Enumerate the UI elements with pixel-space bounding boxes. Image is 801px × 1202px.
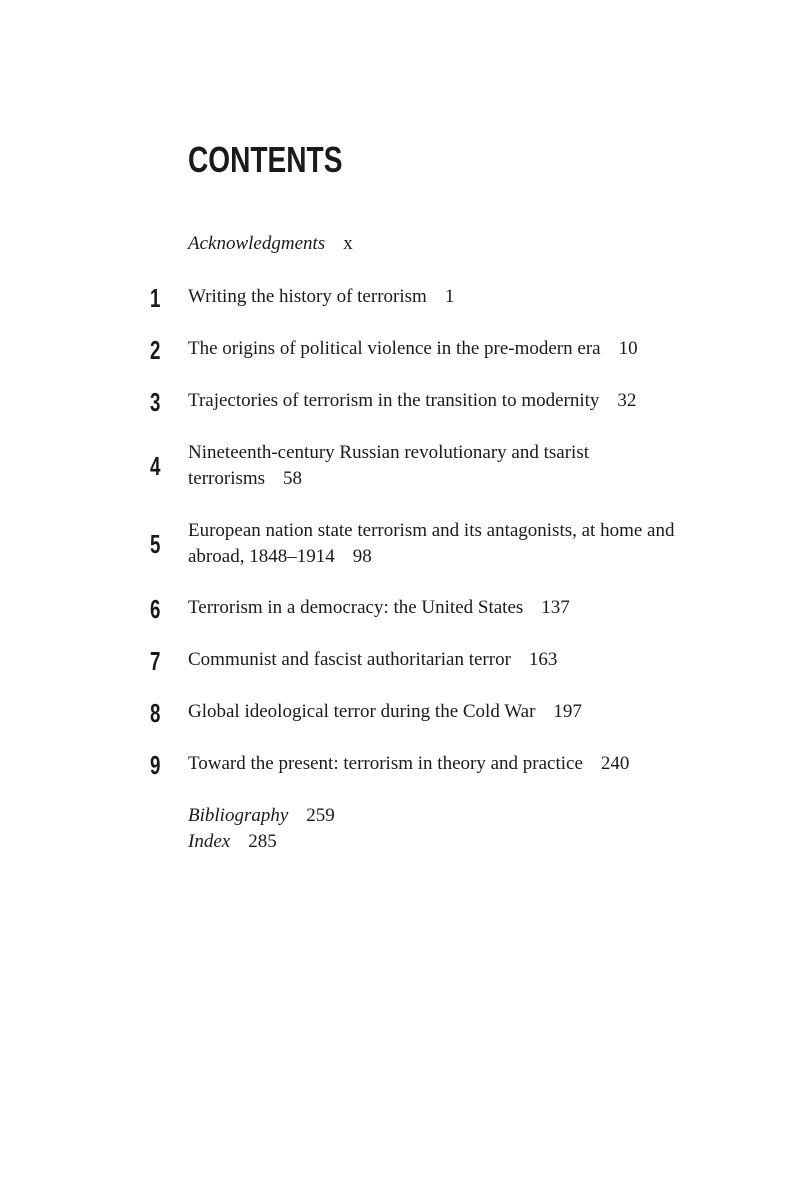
chapter-number: 4 xyxy=(150,451,161,481)
toc-entry-page: 10 xyxy=(618,338,638,359)
toc-entry-title: The origins of political violence in the pre-modern era xyxy=(188,338,601,359)
toc-entry-chapter-6[interactable] xyxy=(188,595,718,621)
chapter-number: 6 xyxy=(150,594,161,624)
toc-entry-title: Bibliography xyxy=(188,805,289,826)
toc-entry-title: Trajectories of terrorism in the transition to modernity xyxy=(188,390,600,411)
toc-entry-page: x xyxy=(343,233,353,254)
toc-entry-title: European nation state terrorism and its antagonists, at home and abroad, 1848–1914 xyxy=(188,520,675,567)
toc-entry-title: Terrorism in a democracy: the United States xyxy=(188,597,524,618)
toc-entry-title: Communist and fascist authoritarian terror xyxy=(188,649,511,670)
toc-entry-title: Global ideological terror during the Cold War xyxy=(188,701,536,722)
chapter-number: 9 xyxy=(150,750,161,780)
toc-entry-index[interactable] xyxy=(188,829,718,855)
chapter-number: 2 xyxy=(150,335,161,365)
toc-entry-page: 259 xyxy=(306,805,335,826)
toc-entry-title: Toward the present: terrorism in theory and practice xyxy=(188,753,583,774)
toc-entry-title: Index xyxy=(188,831,231,852)
toc-entry-title: Writing the history of terrorism xyxy=(188,286,427,307)
toc-entry-chapter-8[interactable] xyxy=(188,699,718,725)
chapter-number: 3 xyxy=(150,387,161,417)
toc-entry-page: 1 xyxy=(444,286,455,307)
page-title: CONTENTS xyxy=(188,139,343,180)
toc-entry-page: 197 xyxy=(553,701,582,722)
toc-entry-page: 163 xyxy=(528,649,558,670)
toc-entry-bibliography[interactable] xyxy=(188,803,718,829)
toc-entry-chapter-1[interactable] xyxy=(188,284,718,310)
chapter-number: 7 xyxy=(150,646,161,676)
toc-entry-chapter-9[interactable] xyxy=(188,751,718,777)
toc-entry-page: 32 xyxy=(617,390,637,411)
chapter-number: 8 xyxy=(150,698,161,728)
toc-entry-chapter-3[interactable] xyxy=(188,388,718,414)
toc-entry-chapter-5[interactable] xyxy=(188,518,713,570)
toc-entry-title: Nineteenth-century Russian revolutionary and tsarist terrorisms xyxy=(188,442,590,489)
toc-entry-title: Acknowledgments xyxy=(188,233,326,254)
toc-entry-chapter-2[interactable] xyxy=(188,336,718,362)
toc-entry-page: 240 xyxy=(600,753,630,774)
toc-entry-acknowledgments[interactable] xyxy=(188,231,718,257)
chapter-number: 1 xyxy=(150,283,161,313)
toc-entry-chapter-4[interactable] xyxy=(188,440,658,492)
chapter-number: 5 xyxy=(150,529,161,559)
toc-entry-page: 137 xyxy=(541,597,570,618)
toc-entry-chapter-7[interactable] xyxy=(188,647,718,673)
toc-entry-page: 285 xyxy=(248,831,277,852)
toc-entry-page: 58 xyxy=(283,468,303,489)
toc-entry-page: 98 xyxy=(352,546,372,567)
